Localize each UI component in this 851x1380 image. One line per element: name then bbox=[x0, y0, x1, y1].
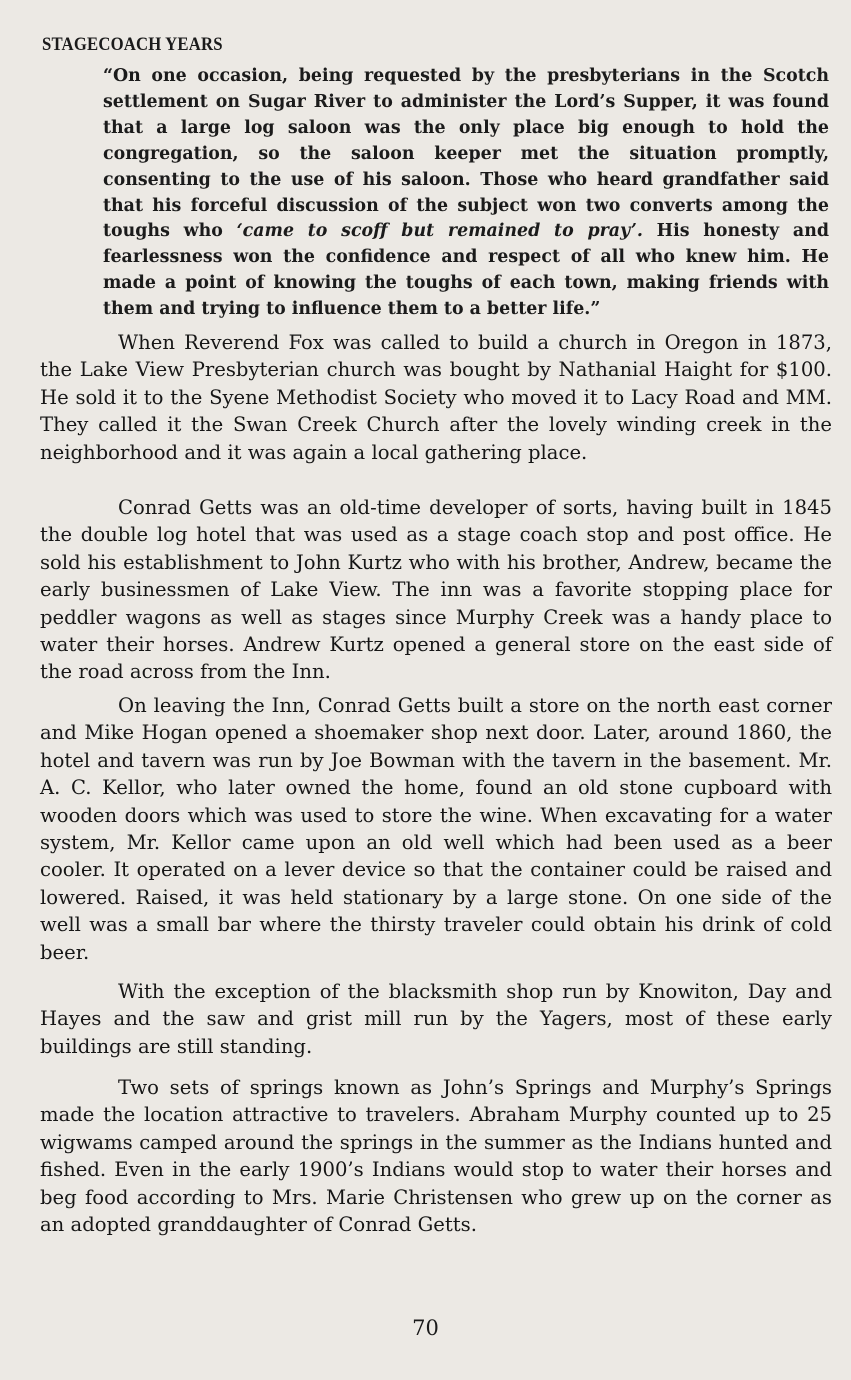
quote-italic-phrase: ‘came to scoff but remained to pray’. bbox=[236, 221, 643, 242]
paragraph-conrad-getts: Conrad Getts was an old-time developer of sorts, having built in 1845 the double log hotel that was used as a stage coach stop and post office. He sold his establishment to John Kurtz who with his brother, Andrew, became the early businessmen of Lake View. The inn was a favorite stopping place for peddler wagons as well as stages since Murphy Creek was a handy place to water their horses. Andrew Kurtz opened a general store on the east side of the road across from the Inn. bbox=[40, 496, 832, 684]
quote-paragraph bbox=[103, 64, 829, 323]
block-quote bbox=[103, 64, 829, 323]
running-head: STAGECOACH YEARS bbox=[42, 34, 223, 55]
quote-text-start: “On one occasion, being requested by the presbyterians in the Scotch settlement on Sugar River to administer the Lord’s Supper, it was found that a large log saloon was the only place big enough to hold the congregation, so the saloon keeper met the situation promptly, consenting to the use of his saloon. Those who heard grandfather said that his forceful discussion of the subject won two converts among the toughs who bbox=[103, 66, 829, 242]
page-number: 70 bbox=[412, 1316, 439, 1340]
paragraph-inn-tavern: On leaving the Inn, Conrad Getts built a store on the north east corner and Mike Hogan opened a shoemaker shop next door. Later, around 1860, the hotel and tavern was run by Joe Bowman with the tavern in the basement. Mr. A. C. Kellor, who later owned the home, found an old stone cupboard with wooden doors which was used to store the wine. When excavating for a water system, Mr. Kellor came upon an old well which had been used as a beer cooler. It operated on a lever device so that the container could be raised and lowered. Raised, it was held stationary by a large stone. On one side of the well was a small bar where the thirsty traveler could obtain his drink of cold beer. bbox=[40, 694, 832, 964]
paragraph-springs: Two sets of springs known as John’s Springs and Murphy’s Springs made the location attractive to travelers. Abraham Murphy counted up to 25 wigwams camped around the springs in the summer as the Indians hunted and fished. Even in the early 1900’s Indians would stop to water their horses and beg food according to Mrs. Marie Christensen who grew up on the corner as an adopted granddaughter of Conrad Getts. bbox=[40, 1076, 832, 1237]
paragraph-reverend-fox: When Reverend Fox was called to build a church in Oregon in 1873, the Lake View Presbyterian church was bought by Nathanial Haight for $100. He sold it to the Syene Methodist Society who moved it to Lacy Road and MM. They called it the Swan Creek Church after the lovely winding creek in the neighborhood and it was again a local gathering place. bbox=[40, 331, 832, 464]
body-text bbox=[40, 329, 832, 1238]
paragraph-blacksmith: With the exception of the blacksmith shop run by Knowiton, Day and Hayes and the saw and grist mill run by the Yagers, most of these early buildings are still standing. bbox=[40, 980, 832, 1058]
quote-text-end: His honesty and fearlessness won the confidence and respect of all who knew him. He made a point of knowing the toughs of each town, making friends with them and trying to influence them to a better life.” bbox=[103, 221, 829, 320]
